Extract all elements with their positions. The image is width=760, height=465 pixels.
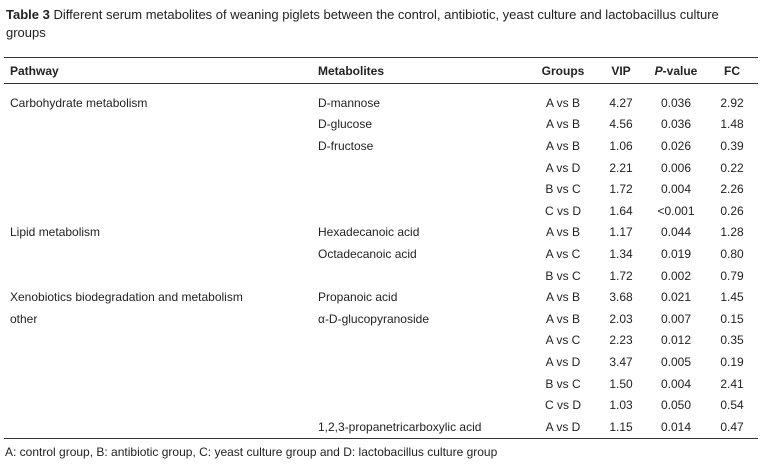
cell-p-value: 0.006 <box>660 160 692 175</box>
cell-p-value: 0.036 <box>660 95 692 110</box>
cell-p-value: 0.044 <box>660 225 692 240</box>
cell-vip: 4.27 <box>609 95 633 110</box>
cell-metabolite <box>318 330 530 352</box>
cell-p-value: 0.005 <box>660 354 692 369</box>
cell-fc: 0.19 <box>720 354 744 369</box>
cell-metabolite: Octadecanoic acid <box>318 246 417 261</box>
table-row <box>4 114 758 136</box>
cell-metabolite: Propanoic acid <box>318 290 398 305</box>
cell-groups: A vs B <box>545 138 580 153</box>
cell-fc: 0.35 <box>720 333 744 348</box>
cell-groups: A vs B <box>545 225 580 240</box>
cell-fc: 0.26 <box>720 203 744 218</box>
cell-fc: 2.41 <box>720 376 744 391</box>
cell-fc: 0.15 <box>720 311 744 326</box>
cell-p-value: 0.036 <box>660 117 692 132</box>
table-row <box>4 416 758 438</box>
cell-vip: 1.72 <box>609 182 633 197</box>
cell-metabolite <box>318 373 530 395</box>
table-row <box>4 330 758 352</box>
cell-metabolite <box>318 351 530 373</box>
cell-pathway <box>4 114 318 136</box>
cell-fc: 0.39 <box>720 138 744 153</box>
cell-fc: 1.48 <box>720 117 744 132</box>
table-header-row <box>4 58 758 84</box>
table-row <box>4 178 758 200</box>
cell-pathway: Xenobiotics biodegradation and metabolism <box>10 290 243 305</box>
cell-fc: 0.47 <box>706 416 758 438</box>
table-footnote: A: control group, B: antibiotic group, C: yeast culture group and D: lactobacillus culture group <box>5 445 498 459</box>
header-metabolites: Metabolites <box>318 58 530 84</box>
cell-p-value: 0.050 <box>660 398 692 413</box>
table-row <box>4 222 758 244</box>
cell-vip: 1.17 <box>609 225 633 240</box>
cell-vip: 1.06 <box>609 138 633 153</box>
cell-pathway <box>4 373 318 395</box>
cell-groups: A vs B <box>545 311 580 326</box>
cell-vip: 1.64 <box>609 203 633 218</box>
cell-metabolite: D-mannose <box>318 95 381 110</box>
cell-pathway: other <box>10 311 38 326</box>
cell-vip: 1.03 <box>609 398 633 413</box>
table-row <box>4 243 758 265</box>
header-pathway: Pathway <box>4 58 318 84</box>
cell-groups: A vs B <box>545 117 580 132</box>
table-row <box>4 351 758 373</box>
cell-groups: C vs D <box>545 203 581 218</box>
cell-pathway <box>4 157 318 179</box>
cell-vip: 1.15 <box>596 416 646 438</box>
cell-groups: A vs C <box>545 333 581 348</box>
cell-metabolite: Hexadecanoic acid <box>318 225 420 240</box>
cell-metabolite <box>318 200 530 222</box>
header-p-value <box>646 58 706 84</box>
cell-groups: A vs B <box>545 95 580 110</box>
cell-vip: 2.03 <box>609 311 633 326</box>
cell-vip: 4.56 <box>609 117 633 132</box>
cell-vip: 1.34 <box>609 246 633 261</box>
cell-metabolite: D-glucose <box>318 117 373 132</box>
cell-p-value: 0.004 <box>660 182 692 197</box>
cell-pathway: Carbohydrate metabolism <box>10 95 148 110</box>
table-row <box>4 200 758 222</box>
cell-pathway <box>4 351 318 373</box>
cell-groups: B vs C <box>545 268 581 283</box>
cell-fc: 2.92 <box>720 95 744 110</box>
cell-fc: 0.79 <box>720 268 744 283</box>
cell-pathway <box>4 243 318 265</box>
cell-pathway <box>4 178 318 200</box>
cell-groups: A vs D <box>545 354 581 369</box>
header-fc: FC <box>706 58 758 84</box>
cell-vip: 3.47 <box>609 354 633 369</box>
cell-p-value: 0.002 <box>660 268 692 283</box>
cell-groups: A vs B <box>545 290 580 305</box>
table-row <box>4 373 758 395</box>
table-title: Different serum metabolites of weaning piglets between the control, antibiotic, yeast culture and lactobacillus culture groups <box>6 7 719 40</box>
table-row <box>4 135 758 157</box>
header-groups: Groups <box>530 58 596 84</box>
cell-vip: 3.68 <box>609 290 633 305</box>
cell-metabolite <box>318 394 530 416</box>
cell-p-value: 0.014 <box>646 416 706 438</box>
header-p-rest: -value <box>662 63 698 78</box>
cell-metabolite <box>318 178 530 200</box>
cell-fc: 0.80 <box>720 246 744 261</box>
cell-vip: 2.23 <box>609 333 633 348</box>
cell-p-value: 0.004 <box>660 376 692 391</box>
cell-metabolite: α-D-glucopyranoside <box>318 311 429 326</box>
header-p-italic: P <box>654 63 663 78</box>
cell-groups: C vs D <box>545 398 581 413</box>
table-row <box>4 157 758 179</box>
cell-p-value: 0.026 <box>660 138 692 153</box>
cell-fc: 0.22 <box>720 160 744 175</box>
cell-metabolite <box>318 157 530 179</box>
table-caption <box>6 6 751 42</box>
table-row <box>4 308 758 330</box>
table-label: Table 3 <box>6 7 50 22</box>
cell-pathway <box>4 330 318 352</box>
cell-vip: 2.21 <box>609 160 633 175</box>
cell-pathway <box>4 135 318 157</box>
cell-p-value: 0.007 <box>660 311 692 326</box>
cell-metabolite <box>318 265 530 287</box>
cell-pathway <box>4 416 318 438</box>
cell-p-value: 0.021 <box>660 290 692 305</box>
cell-metabolite: D-fructose <box>318 138 374 153</box>
cell-pathway <box>4 200 318 222</box>
table-row <box>4 84 758 114</box>
cell-groups: A vs C <box>545 246 581 261</box>
cell-pathway <box>4 394 318 416</box>
metabolites-table <box>4 57 758 439</box>
cell-vip: 1.72 <box>609 268 633 283</box>
cell-p-value: 0.019 <box>660 246 692 261</box>
cell-groups: B vs C <box>545 376 581 391</box>
cell-pathway: Lipid metabolism <box>10 225 101 240</box>
cell-fc: 1.28 <box>720 225 744 240</box>
cell-metabolite: 1,2,3-propanetricarboxylic acid <box>318 416 530 438</box>
table-row <box>4 394 758 416</box>
cell-fc: 0.54 <box>720 398 744 413</box>
cell-fc: 1.45 <box>720 290 744 305</box>
cell-groups: B vs C <box>545 182 581 197</box>
cell-p-value: <0.001 <box>657 203 695 218</box>
header-vip: VIP <box>596 58 646 84</box>
cell-p-value: 0.012 <box>660 333 692 348</box>
cell-vip: 1.50 <box>609 376 633 391</box>
cell-groups: A vs D <box>545 160 581 175</box>
table-row <box>4 265 758 287</box>
cell-fc: 2.26 <box>720 182 744 197</box>
table-row <box>4 286 758 308</box>
cell-groups: A vs D <box>530 416 596 438</box>
cell-pathway <box>4 265 318 287</box>
